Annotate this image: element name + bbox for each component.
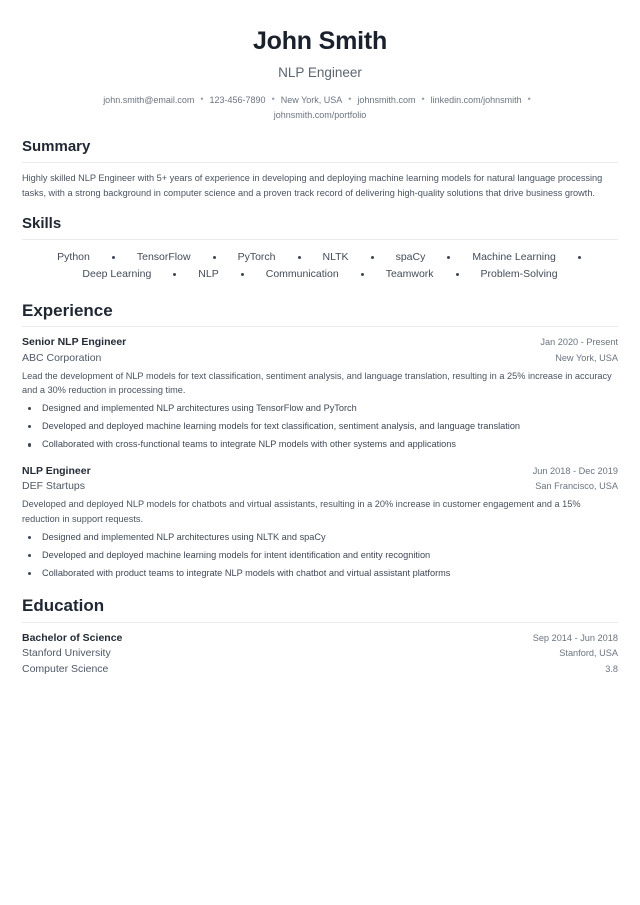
skills-divider: [22, 239, 618, 240]
job-dates: Jan 2020 - Present: [540, 337, 618, 348]
entry-row: [22, 335, 618, 351]
full-name: John Smith: [252, 27, 388, 55]
contact-separator: •: [527, 94, 531, 105]
company-name: DEF Startups: [22, 480, 86, 493]
education-heading: Education: [22, 596, 105, 616]
skill-item: Python: [57, 251, 90, 264]
job-dates: Jun 2018 - Dec 2019: [532, 465, 618, 476]
skill-separator: [213, 256, 216, 259]
gpa-value: 3.8: [605, 664, 618, 675]
job-location: San Francisco, USA: [535, 481, 618, 492]
skill-separator: [456, 273, 459, 276]
contact-separator: •: [271, 94, 275, 105]
summary-text: Highly skilled NLP Engineer with 5+ years of experience in developing and deploying machine learning models for natural language processing tasks, with a strong background in computer science and a proven track record of delivering high-quality solutions that drive business growth.: [22, 172, 603, 198]
section-skills: [22, 215, 618, 284]
resume-header: [22, 24, 618, 123]
job-description: Lead the development of NLP models for text classification, sentiment analysis, and language translation, resulting in a 25% increase in accuracy and a 30% reduction in processing time.: [22, 370, 612, 396]
skills-list: [22, 248, 618, 285]
skill-item: NLTK: [322, 251, 349, 264]
contact-separator: •: [200, 94, 204, 105]
entry-row: [22, 646, 618, 662]
skill-separator: [361, 273, 364, 276]
job-highlight-item: Collaborated with cross-functional teams to integrate NLP models with other systems and applications: [22, 437, 618, 451]
experience-entry: [22, 335, 618, 452]
contact-info: [85, 93, 555, 123]
job-highlight-item: Developed and deployed machine learning models for text classification, sentiment analysis, and language translation: [22, 419, 618, 437]
skill-item: Communication: [265, 267, 339, 280]
skill-item: Teamwork: [385, 267, 434, 280]
contact-item: johnsmith.com/portfolio: [273, 110, 367, 121]
contact-item: johnsmith.com: [357, 95, 416, 106]
skill-item: Deep Learning: [82, 267, 152, 280]
job-highlight-item: Collaborated with product teams to integrate NLP models with chatbot and virtual assistant platforms: [22, 566, 618, 580]
section-experience: [22, 300, 618, 581]
contact-item: john.smith@email.com: [103, 95, 195, 106]
professional-title: NLP Engineer: [278, 65, 362, 80]
section-summary: [22, 138, 618, 201]
job-title: Senior NLP Engineer: [22, 336, 127, 349]
skill-item: TensorFlow: [136, 251, 191, 264]
experience-entry: [22, 464, 618, 581]
entry-row: [22, 464, 618, 480]
experience-heading: Experience: [22, 300, 113, 320]
contact-item: linkedin.com/johnsmith: [430, 95, 522, 106]
contact-separator: •: [421, 94, 425, 105]
job-title: NLP Engineer: [22, 464, 91, 477]
entry-row: [22, 479, 618, 495]
contact-item: 123-456-7890: [209, 95, 266, 106]
summary-heading: Summary: [22, 137, 91, 155]
skill-separator: [241, 273, 244, 276]
job-highlight-item: Developed and deployed machine learning models for intent identification and entity recognition: [22, 548, 618, 566]
skill-separator: [447, 256, 450, 259]
skill-separator: [371, 256, 374, 259]
skill-item: NLP: [198, 267, 219, 280]
school-name: Stanford University: [22, 647, 111, 660]
skill-separator: [112, 256, 115, 259]
job-highlight-item: Designed and implemented NLP architectures using TensorFlow and PyTorch: [22, 401, 618, 419]
skills-heading: Skills: [22, 215, 62, 233]
skill-separator: [578, 256, 581, 259]
education-location: Stanford, USA: [559, 648, 618, 659]
entry-row: [22, 351, 618, 367]
education-entry: [22, 631, 618, 678]
contact-item: New York, USA: [280, 95, 343, 106]
company-name: ABC Corporation: [22, 351, 102, 364]
experience-entries: [22, 335, 618, 580]
job-highlights: [22, 401, 618, 452]
skill-item: PyTorch: [237, 251, 276, 264]
job-description: Developed and deployed NLP models for chatbots and virtual assistants, resulting in a 20% increase in customer engagement and a 15% reduction in support requests.: [22, 499, 581, 524]
contact-separator: •: [348, 94, 352, 105]
entry-row: [22, 631, 618, 647]
education-divider: [22, 622, 618, 623]
degree-name: Bachelor of Science: [22, 631, 123, 644]
skill-separator: [298, 256, 301, 259]
education-entries: [22, 631, 618, 678]
skill-separator: [173, 273, 176, 276]
summary-divider: [22, 162, 618, 163]
skill-item: Problem-Solving: [480, 267, 558, 280]
job-location: New York, USA: [555, 352, 618, 363]
education-dates: Sep 2014 - Jun 2018: [532, 632, 618, 643]
skill-item: Machine Learning: [472, 251, 556, 264]
entry-row: [22, 662, 618, 678]
job-highlights: [22, 530, 618, 581]
skill-item: spaCy: [395, 251, 426, 264]
section-education: [22, 595, 618, 678]
experience-divider: [22, 326, 618, 327]
field-of-study: Computer Science: [22, 663, 109, 676]
job-highlight-item: Designed and implemented NLP architectures using NLTK and spaCy: [22, 530, 618, 548]
